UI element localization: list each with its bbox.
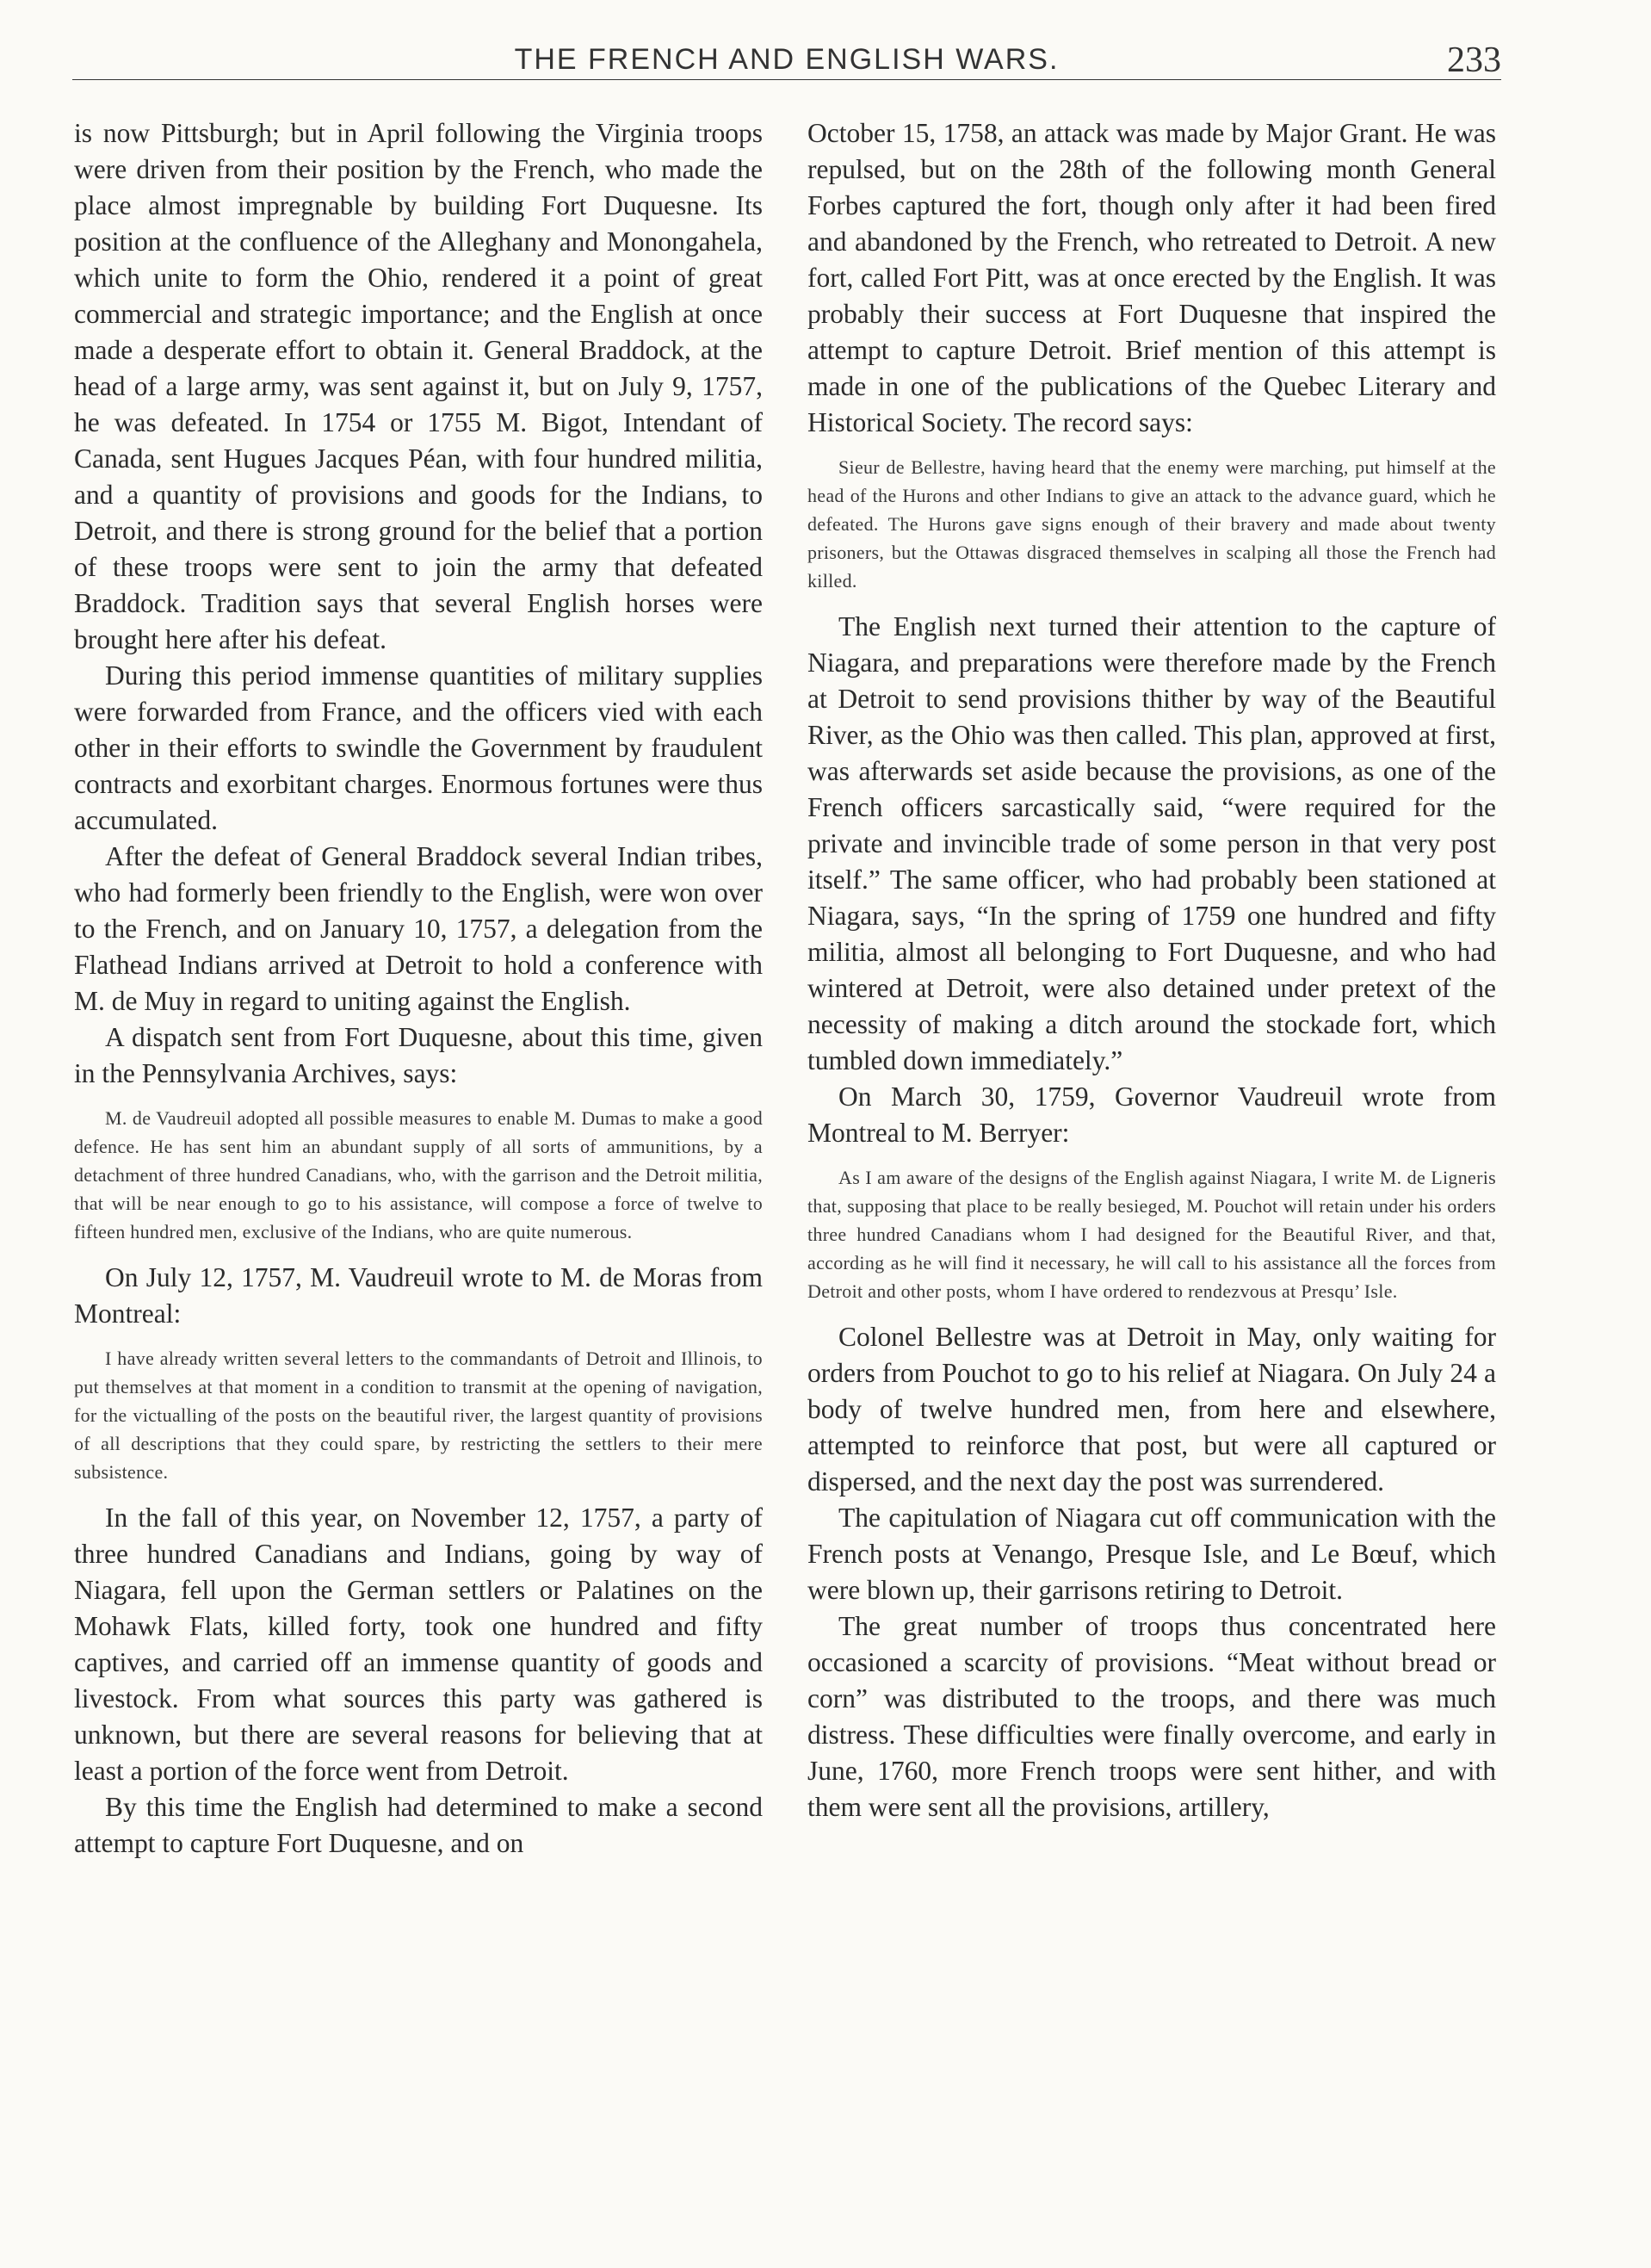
paragraph: By this time the English had determined to make a second attempt to capture Fort Duquesne, and on [74, 1792, 763, 1858]
paragraph: After the defeat of General Braddock several Indian tribes, who had formerly been friendly to the English, were won over to the French, and on January 10, 1757, a delegation from the Flathead Indians arrived at Detroit to hold a conference with M. de Muy in regard to uniting against the English. [74, 841, 763, 1016]
paragraph: During this period immense quantities of military supplies were forwarded from France, and the officers vied with each other in their efforts to swindle the Government by fraudulent contracts and exorbitant charges. Enormous fortunes were thus accumulated. [74, 660, 763, 835]
block-quote: I have already written several letters to the commandants of Detroit and Illinois, to put themselves at that moment in a condition to transmit at the opening of navigation, for the victualling of the posts on the beautiful river, the largest quantity of provisions of all descriptions that they could spare, by restricting the settlers to their mere subsistence. [74, 1348, 763, 1483]
block-quote: Sieur de Bellestre, having heard that the enemy were marching, put himself at the head of the Hurons and other Indians to give an attack to the advance guard, which he defeated. The Hurons gave signs enough of their bravery and made about twenty prisoners, but the Ottawas disgraced themselves in scalping all those the French had killed. [807, 456, 1496, 592]
paragraph: On March 30, 1759, Governor Vaudreuil wrote from Montreal to M. Berryer: [807, 1081, 1496, 1148]
right-column [807, 115, 1496, 1825]
paragraph: A dispatch sent from Fort Duquesne, about this time, given in the Pennsylvania Archives, says: [74, 1022, 763, 1088]
paragraph: Colonel Bellestre was at Detroit in May, only waiting for orders from Pouchot to go to his relief at Niagara. On July 24 a body of twelve hundred men, from here and elsewhere, attempted to reinforce that post, but were all captured or dispersed, and the next day the post was surrendered. [807, 1322, 1496, 1497]
paragraph: In the fall of this year, on November 12, 1757, a party of three hundred Canadians and Indians, going by way of Niagara, fell upon the German settlers or Palatines on the Mohawk Flats, killed forty, took one hundred and fifty captives, and carried off an immense quantity of goods and livestock. From what sources this party was gathered is unknown, but there are several reasons for believing that at least a portion of the force went from Detroit. [74, 1503, 763, 1786]
paragraph: The capitulation of Niagara cut off communication with the French posts at Venango, Presque Isle, and Le Bœuf, which were blown up, their garrisons retiring to Detroit. [807, 1503, 1496, 1605]
page-number: 233 [1447, 40, 1501, 80]
block-quote: As I am aware of the designs of the English against Niagara, I write M. de Ligneris that, supposing that place to be really besieged, M. Pouchot will retain under his orders three hundred Canadians whom I had designed for the Beautiful River, and that, according as he will find it necessary, he will call to his assistance all the forces from Detroit and other posts, whom I have ordered to rendezvous at Presqu’ Isle. [807, 1167, 1496, 1302]
paragraph: October 15, 1758, an attack was made by Major Grant. He was repulsed, but on the 28th of the following month General Forbes captured the fort, though only after it had been fired and abandoned by the French, who retreated to Detroit. A new fort, called Fort Pitt, was at once erected by the English. It was probably their success at Fort Duquesne that inspired the attempt to capture Detroit. Brief mention of this attempt is made in one of the publications of the Quebec Literary and Historical Society. The record says: [807, 118, 1496, 437]
paragraph: is now Pittsburgh; but in April following the Virginia troops were driven from their position by the French, who made the place almost impregnable by building Fort Duquesne. Its position at the confluence of the Alleghany and Monongahela, which unite to form the Ohio, rendered it a point of great commercial and strategic importance; and the English at once made a desperate effort to obtain it. General Braddock, at the head of a large army, was sent against it, but on July 9, 1757, he was defeated. In 1754 or 1755 M. Bigot, Intendant of Canada, sent Hugues Jacques Péan, with four hundred militia, and a quantity of provisions and goods for the Indians, to Detroit, and there is strong ground for the belief that a portion of these troops were sent to join the army that defeated Braddock. Tradition says that several English horses were brought here after his defeat. [74, 118, 763, 654]
paragraph: On July 12, 1757, M. Vaudreuil wrote to M. de Moras from Montreal: [74, 1262, 763, 1329]
paragraph: The great number of troops thus concentrated here occasioned a scarcity of provisions. “Meat without bread or corn” was distributed to the troops, and there was much distress. These difficulties were finally overcome, and early in June, 1760, more French troops were sent hither, and with them were sent all the provisions, artillery, [807, 1611, 1496, 1822]
paragraph: The English next turned their attention to the capture of Niagara, and preparations were therefore made by the French at Detroit to send provisions thither by way of the Beautiful River, as the Ohio was then called. This plan, approved at first, was afterwards set aside because the provisions, as one of the French officers sarcastically said, “were required for the private and invincible trade of some person in that very post itself.” The same officer, who had probably been stationed at Niagara, says, “In the spring of 1759 one hundred and fifty militia, almost all belonging to Fort Duquesne, and who had wintered at Detroit, were also detained under pretext of the necessity of making a ditch around the stockade fort, which tumbled down immediately.” [807, 611, 1496, 1075]
page-header [72, 38, 1501, 80]
running-title: THE FRENCH AND ENGLISH WARS. [514, 43, 1060, 76]
left-column [74, 115, 763, 1862]
block-quote: M. de Vaudreuil adopted all possible measures to enable M. Dumas to make a good defence. He has sent him an abundant supply of all sorts of ammunitions, by a detachment of three hundred Canadians, who, with the garrison and the Detroit militia, that will be near enough to go to his assistance, will compose a force of twelve to fifteen hundred men, exclusive of the Indians, who are quite numerous. [74, 1107, 763, 1242]
